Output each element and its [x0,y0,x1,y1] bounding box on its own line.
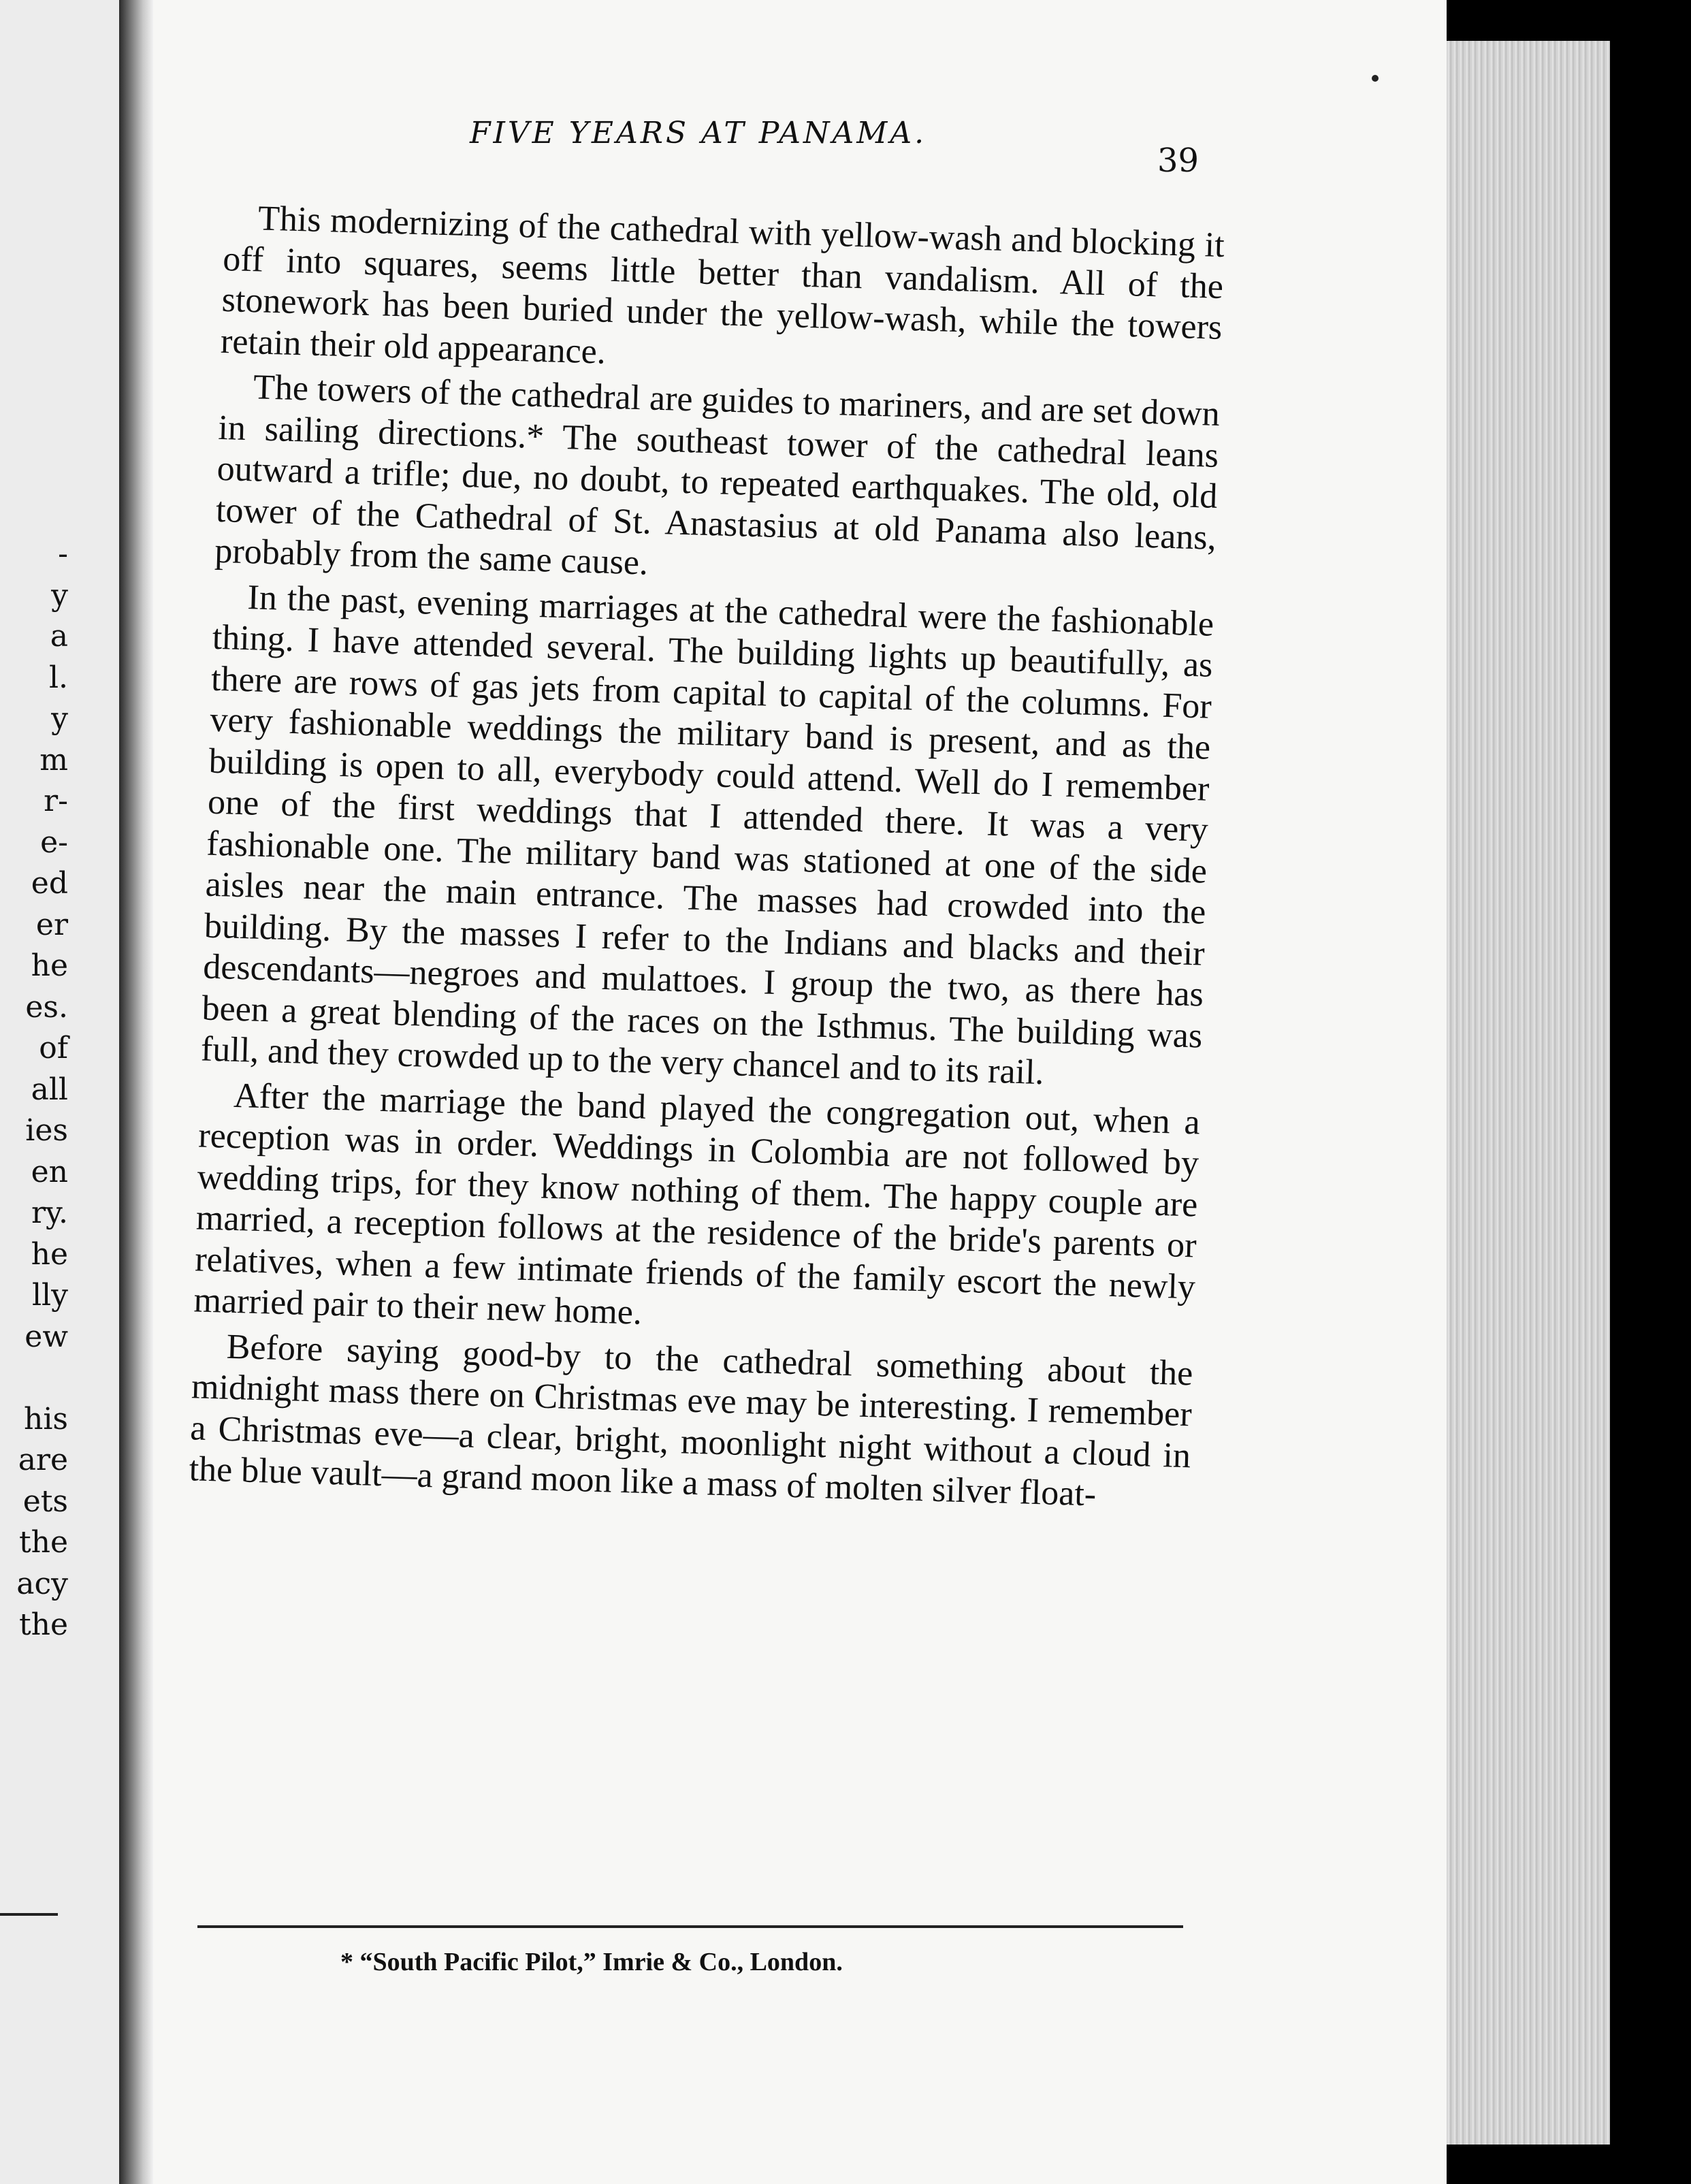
facing-page-fragment: ets [22,1483,68,1519]
paragraph-2: The towers of the cathedral are guides to mariners, and are set down in sailing directions.* The southeast tower of the cathedral leans outward a trifle; due, no doubt, to repeated earthquakes. The old, old tower of the Cathedral of St. Anastasius at old Panama also leans, probably from the same cause. [214,368,1221,583]
facing-page-fragment: es. [25,989,68,1025]
facing-page-fragment: he [31,1236,68,1272]
body-text [189,197,1225,1522]
facing-page-fragment [0,451,68,493]
facing-page-fragment: en [31,1154,68,1189]
facing-page-fragment: y [51,701,68,736]
facing-page-fragment [0,1358,68,1399]
footnote: * “South Pacific Pilot,” Imrie & Co., London. [340,1948,843,1976]
footnote-rule [197,1925,1183,1928]
running-head: FIVE YEARS AT PANAMA. [470,116,927,150]
facing-page-fragment: ry. [31,1195,68,1230]
facing-page-fragment [0,204,68,246]
page-edge-stack [1447,41,1610,2145]
facing-page-fragment [0,369,68,411]
facing-page-fragment: m [39,742,68,777]
facing-page-fragment: ies [25,1113,68,1148]
facing-page-fragment [0,493,68,534]
page-number: 39 [1157,142,1199,180]
facing-page-fragment: - [58,536,68,571]
paragraph-1: This modernizing of the cathedral with yellow-wash and blocking it off into squares, seems little better than vandalism. All of the stonework has been buried under the yellow-wash, while the towers retain their old appearance. [220,199,1225,372]
facing-page-line-fragments [0,204,68,1646]
facing-page-fragment [0,287,68,328]
facing-page-fragment: a [50,619,68,654]
facing-page-fragment [0,411,68,452]
facing-page-fragment: the [18,1525,68,1560]
ink-speck [1372,75,1379,82]
paragraph-4: After the marriage the band played the congregation out, when a reception was in order. Weddings in Colombia are not followed by wedding trips, for they know nothing of them. The happy couple are married, a reception follows at the residence of the bride's parents or relatives, when a few intimate friends of the family escort the newly married pair to their new home. [193,1076,1201,1332]
facing-page-fragment [0,246,68,287]
facing-page-fragment: ew [25,1319,68,1354]
facing-page-fragment: all [31,1072,68,1107]
facing-page-fragment: e- [40,824,68,860]
facing-page-fragment: are [18,1443,68,1477]
facing-page-fragment: l. [48,660,68,695]
facing-page-fragment: his [24,1401,68,1436]
paragraph-3: In the past, evening marriages at the cathedral were the fashionable thing. I have attended several. The building lights up beautifully, as there are rows of gas jets from capital to capital of the columns. For very fashionable weddings the military band is present, and as the building is open to all, everybody could attend. Well do I remember one of the first weddings that I attended there. It was a very fashionable one. The military band was stationed at one of the side aisles near the main entrance. The masses had crowded into the building. By the masses I refer to the Indians and blacks and their descendants—negroes and mulattoes. I group the two, as there has been a great blending of the races on the Isthmus. The building was full, and they crowded up to the very chancel and to its rail. [200,577,1214,1093]
facing-page-fragment: acy [16,1566,68,1601]
facing-page-fragment: y [51,577,68,613]
facing-page-fragment: ed [31,866,68,901]
facing-page-footnote-rule [0,1913,58,1916]
facing-page-fragment: the [18,1607,68,1642]
paragraph-5: Before saying good-by to the cathedral something about the midnight mass there on Christmas eve may be interesting. I remember a Christmas eve—a clear, bright, moonlight night without a cloud in the blue vault—a grand moon like a mass of molten silver float- [189,1327,1194,1514]
facing-page-fragment: er [35,907,68,942]
book-gutter-shadow [119,0,153,2184]
facing-page-fragment: he [31,948,68,983]
facing-page-fragment: r- [44,784,68,818]
facing-page-fragment [0,328,68,370]
facing-page-fragment: lly [31,1278,68,1313]
facing-page-edge [0,0,119,2184]
facing-page-fragment: of [39,1031,68,1065]
